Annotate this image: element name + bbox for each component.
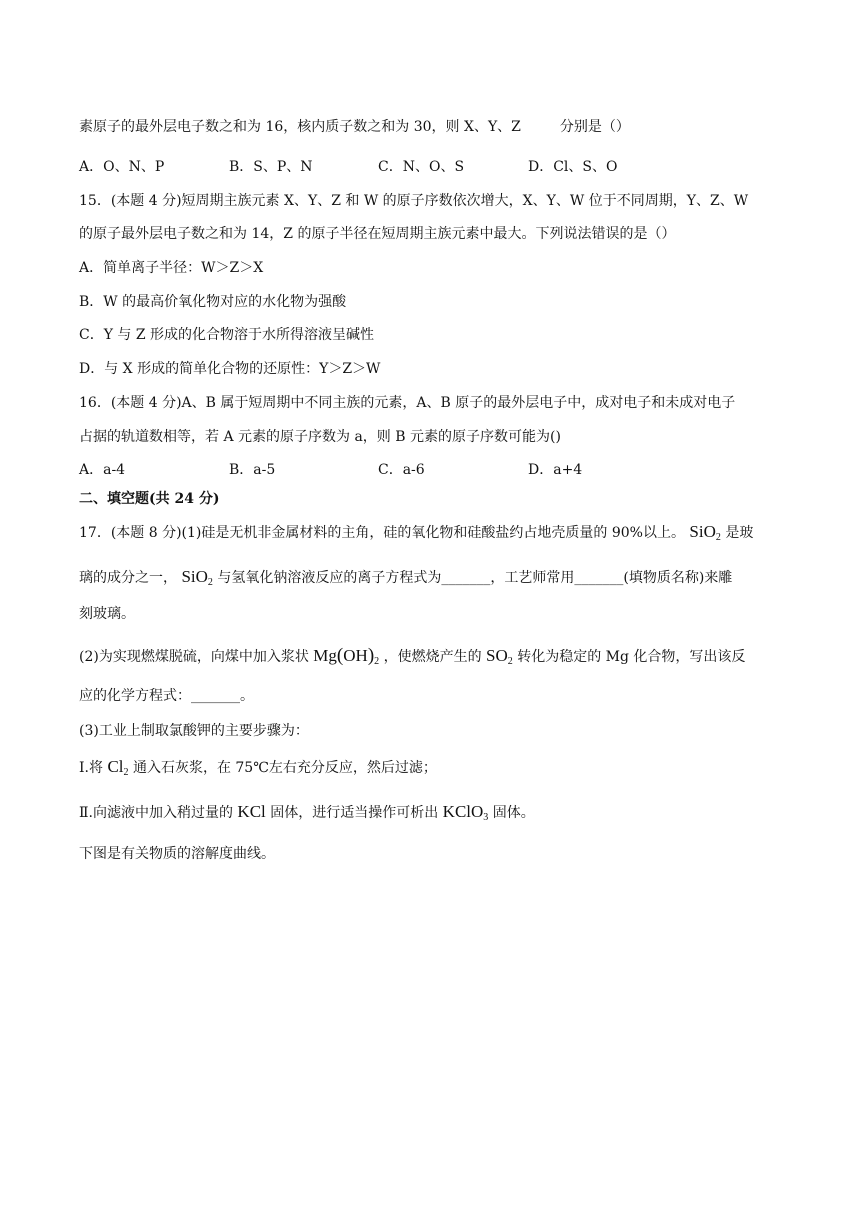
q17-line2: [79, 567, 732, 593]
q17-line7: [79, 757, 437, 783]
mgoh2-formula: [313, 646, 379, 665]
sio2-formula: [181, 567, 212, 586]
q17-line4-end: 转化为稳定的 Mg 化合物，写出该反: [517, 649, 746, 665]
q15-stem-line1: 15．(本题 4 分)短周期主族元素 X、Y、Z 和 W 的原子序数依次增大，X、Y、W 位于不同周期，Y、Z、W: [79, 193, 749, 209]
q17-line8: [79, 802, 535, 828]
q17-line3: 刻玻璃。: [79, 606, 135, 622]
q16-option-c: C．a-6: [378, 462, 425, 478]
sio2-subscript: 2: [715, 532, 721, 543]
sio2-main: SiO: [689, 522, 716, 541]
q17-line4-mid: ，使燃烧产生的: [383, 649, 482, 665]
q16-option-a: A．a-4: [79, 462, 126, 478]
q17-line6: (3)工业上制取氯酸钾的主要步骤为：: [79, 723, 309, 739]
so2-formula: [486, 646, 513, 665]
kclo3-formula: [443, 802, 489, 821]
q17-line9: 下图是有关物质的溶解度曲线。: [79, 846, 275, 862]
sio2-main: SiO: [181, 567, 208, 586]
q17-line8-mid: 固体，进行适当操作可析出: [270, 805, 439, 821]
q16-option-b: B．a-5: [229, 462, 276, 478]
kclo3-main: KClO: [442, 802, 484, 821]
q15-option-a: A．简单离子半径：W＞Z＞X: [79, 260, 264, 276]
q15-stem-line2: 的原子最外层电子数之和为 14，Z 的原子半径在短周期主族元素中最大。下列说法错误的是（）: [79, 226, 676, 242]
paren-close: ): [367, 645, 375, 666]
q17-line4: [79, 646, 745, 672]
q14-option-d: D．Cl、S、O: [528, 159, 618, 175]
q15-option-b: B．W 的最高价氧化物对应的水化物为强酸: [79, 294, 347, 310]
mg-symbol: Mg: [313, 646, 337, 665]
q14-option-a: A．O、N、P: [79, 159, 165, 175]
cl2-subscript: 2: [123, 767, 129, 778]
q14-stem-end: 分别是（）: [559, 119, 630, 135]
cl2-formula: [107, 757, 128, 776]
q17-line1-text: 17．(本题 8 分)(1)硅是无机非金属材料的主角，硅的氧化物和硅酸盐约占地壳质量的 90%以上。: [79, 525, 685, 541]
q14-stem: [79, 117, 630, 137]
kcl-formula: KCl: [237, 802, 266, 821]
q14-option-c: C．N、O、S: [378, 159, 465, 175]
so2-subscript: 2: [507, 656, 513, 667]
q16-stem-line1: 16．(本题 4 分)A、B 属于短周期中不同主族的元素，A、B 原子的最外层电子中，成对电子和未成对电子: [79, 395, 736, 411]
section-heading: 二、填空题(共 24 分): [79, 491, 220, 507]
oh-group: OH: [343, 646, 368, 665]
q14-option-b: B．S、P、N: [229, 159, 313, 175]
q17-line7-start: Ⅰ.将: [79, 760, 103, 776]
q16-stem-line2: 占据的轨道数相等，若 A 元素的原子序数为 a，则 B 元素的原子序数可能为(): [79, 429, 561, 445]
q16-option-d: D．a+4: [528, 462, 583, 478]
kclo3-subscript: 3: [483, 812, 489, 823]
q17-line1: [79, 522, 753, 548]
q17-line5: 应的化学方程式：_______。: [79, 688, 254, 704]
cl2-main: Cl: [107, 757, 124, 776]
q17-line8-start: Ⅱ.向滤液中加入稍过量的: [79, 805, 233, 821]
paren-open: (: [336, 645, 344, 666]
q17-line7-end: 通入石灰浆，在 75℃左右充分反应，然后过滤；: [132, 760, 437, 776]
sio2-subscript: 2: [207, 577, 213, 588]
q14-stem-text: 素原子的最外层电子数之和为 16，核内质子数之和为 30，则 X、Y、Z: [79, 119, 521, 135]
q17-line4-start: (2)为实现燃煤脱硫，向煤中加入浆状: [79, 649, 309, 665]
q17-line2-mid: 与氢氧化钠溶液反应的离子方程式为_______，工艺师常用_______(填物质名称)来雕: [217, 570, 733, 586]
q17-line8-end: 固体。: [492, 805, 535, 821]
q15-option-d: D．与 X 形成的简单化合物的还原性：Y＞Z＞W: [79, 361, 381, 377]
sio2-formula: [689, 522, 720, 541]
q17-line2-start: 璃的成分之一，: [79, 570, 177, 586]
so2-main: SO: [486, 646, 508, 665]
q17-line1-end: 是玻: [725, 525, 754, 541]
mgoh2-subscript: 2: [374, 656, 380, 667]
q15-option-c: C．Y 与 Z 形成的化合物溶于水所得溶液呈碱性: [79, 327, 375, 343]
